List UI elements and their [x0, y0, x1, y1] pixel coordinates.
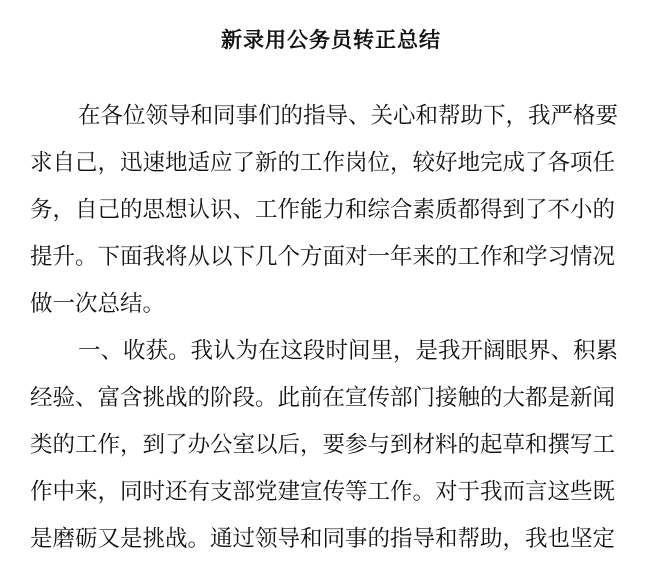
paragraph-line: 做一次总结。: [30, 291, 166, 317]
paragraph-line: 求自己，迅速地适应了新的工作岗位，较好地完成了各项任: [30, 150, 616, 176]
document-title: 新录用公务员转正总结: [221, 27, 441, 52]
paragraph-line: 务，自己的思想认识、工作能力和综合素质都得到了不小的: [30, 197, 616, 223]
paragraph-line: 在各位领导和同事们的指导、关心和帮助下，我严格要: [78, 103, 619, 129]
paragraph-line: 类的工作，到了办公室以后，要参与到材料的起草和撰写工: [30, 432, 616, 458]
paragraph-line: 提升。下面我将从以下几个方面对一年来的工作和学习情况: [30, 244, 616, 270]
paragraph-line: 是磨砺又是挑战。通过领导和同事的指导和帮助，我也坚定: [30, 526, 616, 552]
paragraph-line: 一、收获。我认为在这段时间里，是我开阔眼界、积累: [78, 338, 619, 364]
paragraph-line: 经验、富含挑战的阶段。此前在宣传部门接触的大都是新闻: [30, 385, 616, 411]
paragraph-line: 作中来，同时还有支部党建宣传等工作。对于我而言这些既: [30, 479, 616, 505]
